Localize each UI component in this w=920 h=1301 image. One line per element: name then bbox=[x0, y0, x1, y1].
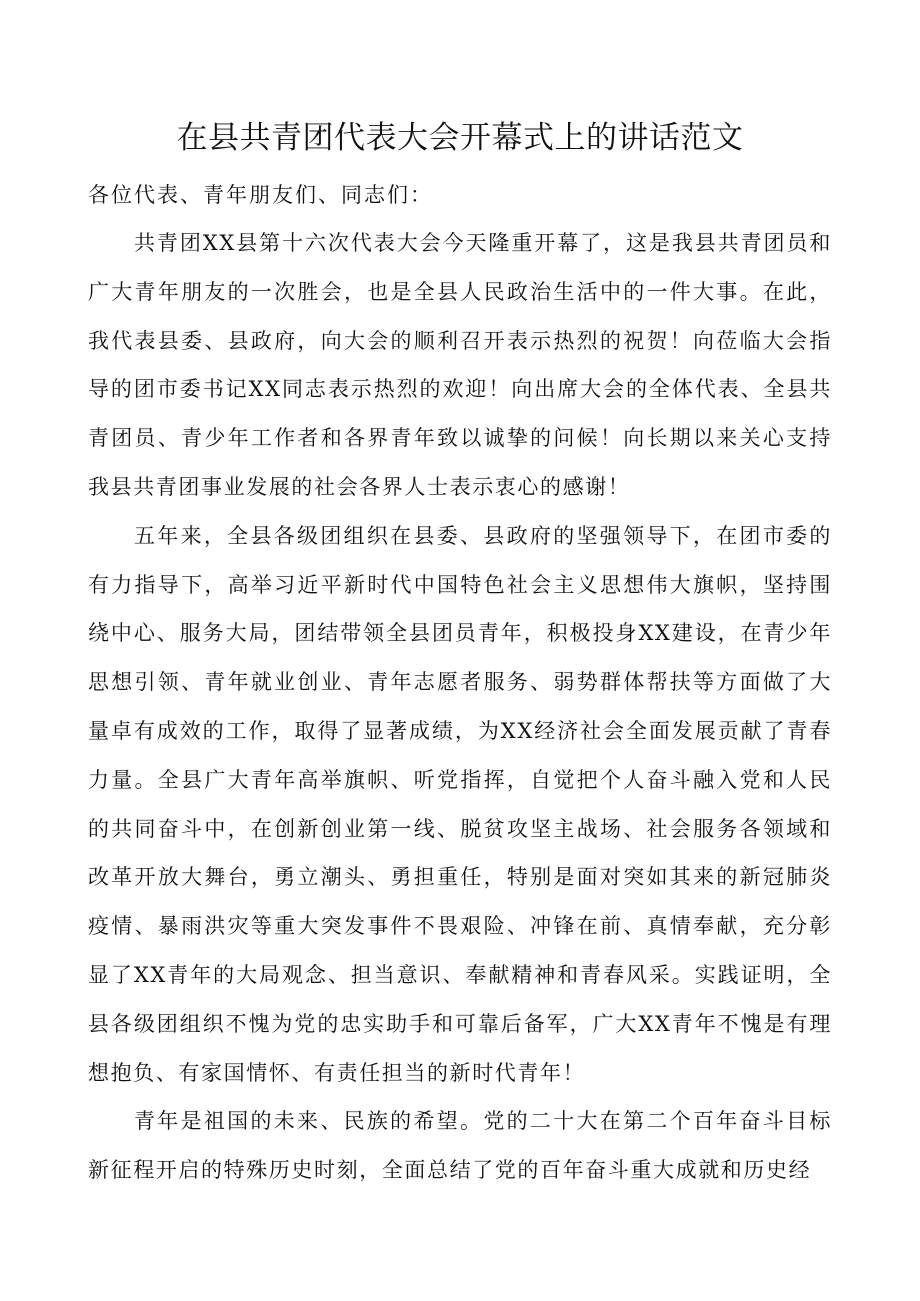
paragraph-youth-future: 青年是祖国的未来、民族的希望。党的二十大在第二个百年奋斗目标新征程开启的特殊历史时刻，全面总结了党的百年奋斗重大成就和历史经 bbox=[88, 1109, 832, 1183]
salutation: 各位代表、青年朋友们、同志们： bbox=[88, 183, 433, 207]
paragraph-achievements: 五年来，全县各级团组织在县委、县政府的坚强领导下，在团市委的有力指导下，高举习近平新时代中国特色社会主义思想伟大旗帜，坚持围绕中心、服务大局，团结带领全县团员青年，积极投身XX建设，在青少年思想引领、青年就业创业、青年志愿者服务、弱势群体帮扶等方面做了大量卓有成效的工作，取得了显著成绩，为XX经济社会全面发展贡献了青春力量。全县广大青年高举旗帜、听党指挥，自觉把个人奋斗融入党和人民的共同奋斗中，在创新创业第一线、脱贫攻坚主战场、社会服务各领域和改革开放大舞台，勇立潮头、勇担重任，特别是面对突如其来的新冠肺炎疫情、暴雨洪灾等重大突发事件不畏艰险、冲锋在前、真情奉献，充分彰显了XX青年的大局观念、担当意识、奉献精神和青春风采。实践证明，全县各级团组织不愧为党的忠实助手和可靠后备军，广大XX青年不愧是有理想抱负、有家国情怀、有责任担当的新时代青年！ bbox=[88, 523, 832, 1085]
document-body bbox=[88, 171, 832, 1195]
paragraph-opening: 共青团XX县第十六次代表大会今天隆重开幕了，这是我县共青团员和广大青年朋友的一次胜会，也是全县人民政治生活中的一件大事。在此，我代表县委、县政府，向大会的顺利召开表示热烈的祝贺！向莅临大会指导的团市委书记XX同志表示热烈的欢迎！向出席大会的全体代表、全县共青团员、青少年工作者和各界青年致以诚挚的问候！向长期以来关心支持我县共青团事业发展的社会各界人士表示衷心的感谢！ bbox=[88, 231, 832, 499]
document-title: 在县共青团代表大会开幕式上的讲话范文 bbox=[176, 120, 744, 156]
